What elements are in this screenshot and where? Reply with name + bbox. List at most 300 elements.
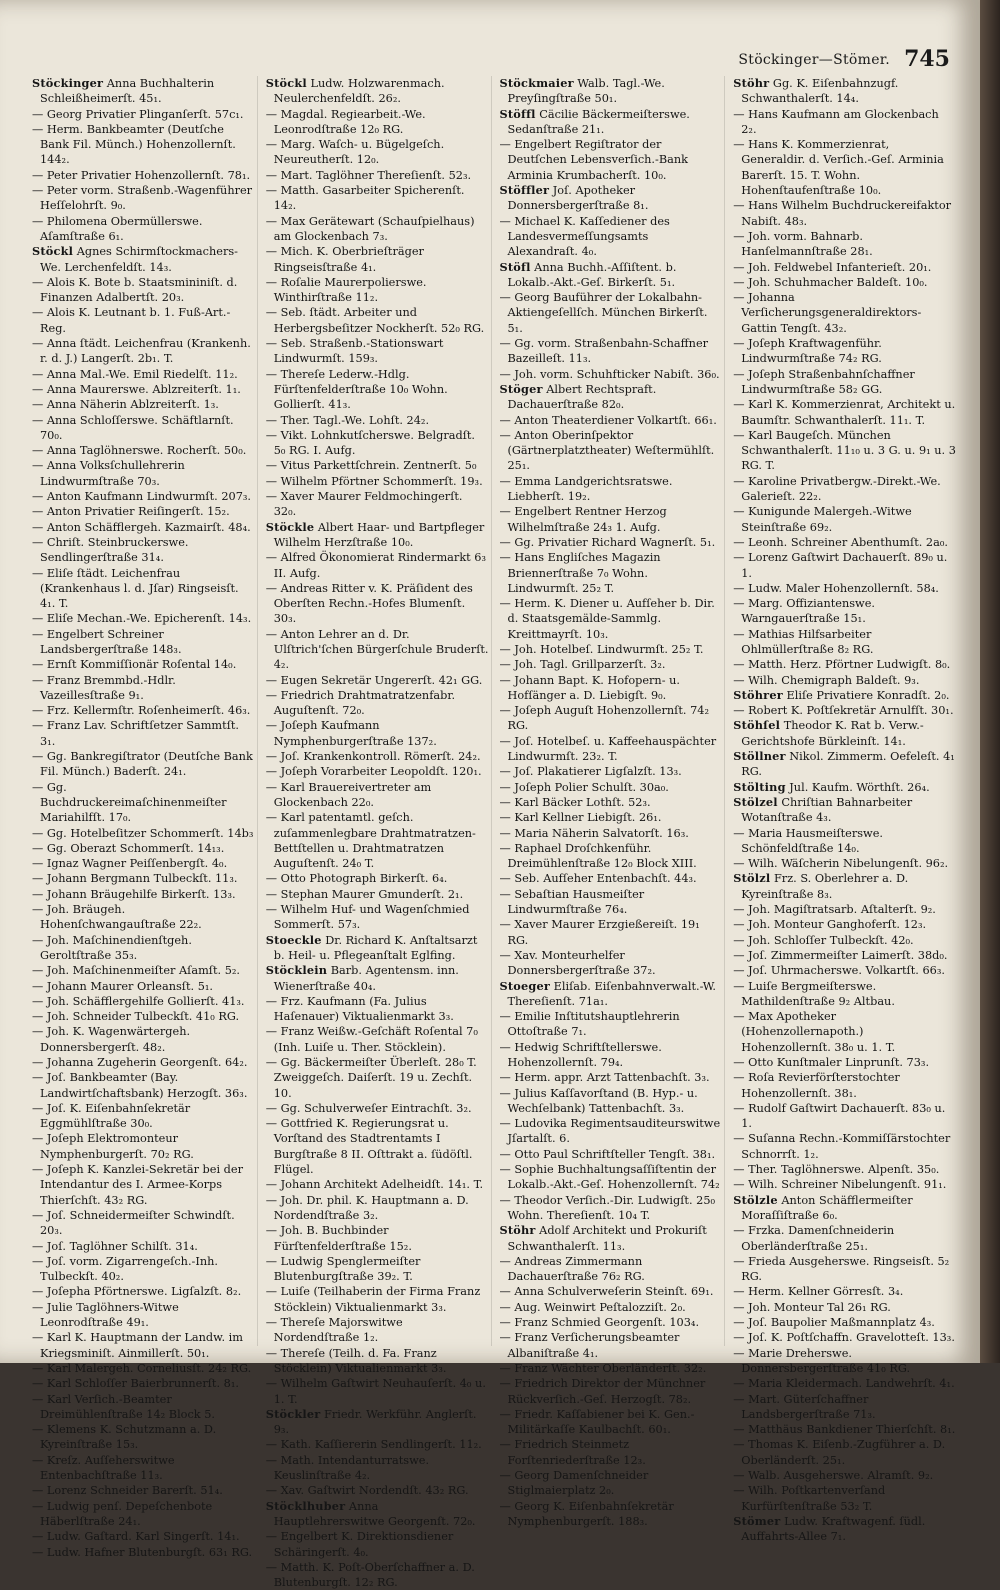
directory-entry (266, 428, 489, 459)
entry-text: — Wilhelm Gaſtwirt Neuhauſerſt. 4₀ u. 1. T. (265, 1377, 486, 1406)
directory-entry (266, 1407, 489, 1438)
directory-entry (266, 994, 489, 1025)
entry-text: Albert Rechtspraft. Dachauerſtraße 82₀. (507, 382, 657, 412)
entry-text: — Friedrich Steinmetz Forſtenriederſtraße 12₃. (499, 1438, 646, 1467)
entry-text: — Emma Landgerichtsratswe. Liebherſt. 19₂. (499, 474, 673, 504)
directory-entry (266, 1346, 489, 1377)
entry-text: — Walb. Ausgeherswe. Alramſt. 9₂. (733, 1469, 934, 1483)
directory-entry (500, 367, 723, 382)
entry-text: Jul. Kaufm. Wörthſt. 26₄. (789, 780, 930, 794)
directory-entry (500, 382, 723, 413)
directory-entry (733, 474, 956, 505)
directory-entry (500, 1223, 723, 1254)
entry-text: — Joh. Schäfflergehilfe Gollierſt. 41₃. (32, 994, 245, 1008)
directory-entry (733, 260, 956, 275)
directory-entry (266, 1055, 489, 1101)
directory-entry (266, 474, 489, 489)
directory-entry (32, 902, 255, 933)
directory-entry (500, 183, 723, 214)
entry-text: — Mich. K. Oberbrieſträger Ringseisſtraße 4₁. (265, 245, 424, 274)
entry-text: — Ther. Taglöhnerswe. Alpenſt. 35₀. (733, 1163, 940, 1177)
directory-entry (500, 703, 723, 734)
directory-entry (733, 979, 956, 1010)
entry-surname: Stoeckle (265, 932, 322, 947)
entry-text: — Kath. Kaſſiererin Sendlingerſt. 11₂. (265, 1438, 482, 1452)
directory-entry (733, 107, 956, 138)
directory-entry (32, 887, 255, 902)
directory-entry (500, 1162, 723, 1193)
entry-text: Anna Hauptlehrerswitwe Georgenſt. 72₀. (273, 1499, 476, 1528)
entry-surname: Stölzl (733, 871, 771, 886)
entry-surname: Stöhſel (733, 718, 781, 733)
directory-entry (266, 1529, 489, 1560)
entry-text: — Georg K. Eiſenbahnſekretär Nymphenburgerſt. 188₃. (499, 1499, 674, 1528)
entry-text: — Magdal. Regiearbeit.-We. Leonrodſtraße 12₀ RG. (265, 107, 426, 136)
directory-entry (266, 275, 489, 306)
entry-text: — Michael K. Kaſſediener des Landesvermeſſungsamts Alexandraſt. 4₀. (499, 214, 670, 259)
entry-text: — Joſeph Auguſt Hohenzollernſt. 74₂ RG. (499, 704, 709, 733)
directory-entry (500, 474, 723, 505)
directory-entry (733, 657, 956, 672)
entry-text: — Gg. Privatier Richard Wagnerſt. 5₁. (499, 535, 716, 549)
entry-surname: Stömer (733, 1513, 781, 1528)
directory-entry (32, 1162, 255, 1208)
directory-entry (266, 214, 489, 245)
directory-entry (266, 413, 489, 428)
directory-entry (266, 1254, 489, 1285)
entry-surname: Stöcklhuber (265, 1498, 346, 1513)
directory-entry (733, 933, 956, 948)
directory-entry (32, 871, 255, 886)
directory-entry (733, 76, 956, 107)
directory-entry (32, 382, 255, 397)
directory-entry (733, 581, 956, 596)
directory-entry (32, 1300, 255, 1331)
entry-text: — Vitus Parkettſchrein. Zentnerſt. 5₀ (265, 459, 477, 473)
directory-entry (500, 1040, 723, 1071)
entry-text: — Karl Kellner Liebigſt. 26₁. (499, 811, 662, 825)
directory-entry (733, 397, 956, 428)
entry-text: — Franz Verſicherungsbeamter Albaniſtraße 4₁. (499, 1331, 680, 1360)
entry-text: — Gottfried K. Regierungsrat u. Vorſtand des Stadtrentamts I Burgſtraße 8 II. Oſttrakt a. ſüdöſtl. Flügel. (265, 1117, 473, 1177)
entry-text: — Joſ. Schneidermeiſter Schwindſt. 20₃. (32, 1208, 235, 1238)
directory-entry (500, 810, 723, 825)
entry-text: — Raphael Droſchkenführ. Dreimühlenſtraße 12₀ Block XIII. (499, 841, 697, 871)
entry-text: — Johanna Verſicherungsgeneraldirektors-Gattin Tengſt. 43₂. (733, 291, 922, 335)
entry-text: — Wilh. Poſtkartenverſand Kurfürſtenſtraße 53₂ T. (733, 1484, 886, 1513)
directory-entry (733, 1392, 956, 1423)
directory-entry (266, 749, 489, 764)
entry-text: — Roſa Revierförſterstochter Hohenzollernſt. 38₁. (733, 1071, 900, 1100)
entry-text: — Lorenz Schneider Barerſt. 51₄. (32, 1484, 223, 1498)
entry-text: — Otto Paul Schriftſteller Tengſt. 38₁. (499, 1147, 716, 1161)
entry-text: — Joh. Hotelbeſ. Lindwurmſt. 25₂ T. (499, 642, 704, 656)
directory-entry (733, 718, 956, 749)
directory-entry (266, 871, 489, 886)
directory-entry (733, 1376, 956, 1391)
entry-text: — Maria Hausmeiſterswe. Schönfeldſtraße 14₀. (733, 826, 883, 855)
entry-text: — Max Gerätewart (Schauſpielhaus) am Glockenbach 7₃. (265, 214, 475, 243)
directory-entry (500, 137, 723, 183)
directory-entry (500, 290, 723, 336)
entry-text: Barb. Agentensm. inn. Wienerſtraße 40₄. (273, 964, 459, 993)
entry-text: — Eugen Sekretär Ungererſt. 42₁ GG. (265, 673, 483, 687)
entry-surname: Stölzle (733, 1192, 778, 1207)
entry-text: — Joh. Dr. phil. K. Hauptmann a. D. Nordendſtraße 3₂. (265, 1193, 469, 1222)
entry-text: — Joſeph K. Kanzlei-Sekretär bei der Intendantur des I. Armee-Korps Thierſchſt. 43₂ RG. (32, 1163, 243, 1207)
entry-text: — Ignaz Wagner Peiſſenbergſt. 4₀. (32, 857, 228, 871)
directory-entry (500, 948, 723, 979)
entry-text: — Karl Schloſſer Baierbrunnerſt. 8₁. (32, 1377, 239, 1391)
directory-entry (500, 1147, 723, 1162)
entry-text: — Franz Lav. Schriftſetzer Sammtſt. 3₁. (32, 719, 240, 748)
entry-text: — Joſ. Plakatierer Ligſalzſt. 13₃. (499, 765, 682, 779)
directory-entry (733, 1162, 956, 1177)
directory-entry (32, 1208, 255, 1239)
directory-entry (500, 1193, 723, 1224)
entry-text: — Franz Bremmbd.-Hdlr. Vazeillesſtraße 9₁. (32, 673, 176, 702)
directory-entry (266, 550, 489, 581)
directory-entry (733, 1437, 956, 1468)
directory-entry (733, 367, 956, 398)
book-spine-edge (980, 0, 1000, 1363)
directory-entry (733, 902, 956, 917)
entry-text: — Ludwig penſ. Depeſchenbote Häberlſtraße 24₁. (32, 1499, 213, 1528)
directory-entry (266, 627, 489, 673)
directory-entry (733, 1070, 956, 1101)
directory-entry (733, 336, 956, 367)
entry-surname: Stöffler (499, 183, 550, 198)
directory-entry (266, 1376, 489, 1407)
entry-text: — Herm. Bankbeamter (Deutſche Bank Fil. Münch.) Hohenzollernſt. 144₂. (32, 122, 236, 167)
entry-text: — Frz. Kellermſtr. Roſenheimerſt. 46₃. (32, 704, 251, 718)
entry-text: — Gg. Schulverweſer Eintrachſt. 3₂. (265, 1101, 472, 1115)
entry-text: — Joſeph Straßenbahnſchaffner Lindwurmſtraße 58₂ GG. (733, 367, 915, 396)
entry-text: Dr. Richard K. Anſtaltsarzt b. Heil- u. Pflegeanſtalt Eglfing. (273, 933, 478, 962)
directory-entry (500, 826, 723, 841)
entry-text: — Matth. K. Poſt-Oberſchaffner a. D. Blutenburgſt. 12₂ RG. (265, 1560, 475, 1590)
directory-entry (32, 1024, 255, 1055)
directory-entry (500, 214, 723, 260)
entry-text: — Anton Theaterdiener Volkartſt. 66₁. (499, 413, 717, 427)
entry-text: — Johanna Zugeherin Georgenſt. 64₂. (32, 1056, 248, 1069)
entry-text: — Hans Kaufmann am Glockenbach 2₂. (733, 107, 939, 136)
directory-entry (266, 810, 489, 871)
directory-entry (266, 1315, 489, 1346)
entry-text: — Anna Volksſchullehrerin Lindwurmſtraße 70₃. (32, 459, 185, 488)
entry-text: — Eliſe Mechan.-We. Epicherenſt. 14₃. (32, 612, 252, 626)
entry-surname: Stöllner (733, 749, 786, 764)
entry-text: — Karl K. Hauptmann der Landw. im Kriegsminiſt. Ainmillerſt. 50₁. (32, 1331, 243, 1360)
entry-text: — Karl Bäcker Lothſt. 52₃. (499, 795, 651, 809)
entry-surname: Stöhr (733, 76, 770, 90)
entry-text: Anna Buchhalterin Schleißheimerſt. 45₁. (40, 77, 215, 106)
directory-entry (500, 1315, 723, 1330)
directory-entry (266, 963, 489, 994)
directory-entry (266, 1177, 489, 1192)
entry-text: — Chriſt. Steinbruckerswe. Sendlingerſtraße 31₄. (32, 535, 189, 565)
directory-entry (500, 504, 723, 535)
entry-text: Cäcilie Bäckermeiſterswe. Sedanſtraße 21₁. (507, 107, 690, 136)
entry-text: — Gg. Buchdruckereimaſchinenmeiſter Mariahilfſt. 17₀. (32, 780, 227, 825)
directory-entry (733, 1284, 956, 1299)
entry-text: — Anton Lehrer an d. Dr. Ulſtrich'ſchen Bürgerſchule Bruderſt. 4₂. (265, 627, 489, 672)
entry-surname: Stöhrer (733, 687, 783, 702)
entry-text: — Andreas Ritter v. K. Präſident des Oberſten Rechn.-Hofes Blumenſt. 30₃. (265, 581, 473, 626)
directory-entry (32, 826, 255, 841)
entry-text: — Lorenz Gaſtwirt Dachauerſt. 89₀ u. 1. (733, 551, 948, 580)
directory-entry (32, 1453, 255, 1484)
entry-text: — Friedrich Drahtmatratzenfabr. Auguſtenſt. 72₀. (265, 688, 456, 718)
entry-text: — Joſ. Baupolier Maßmannplatz 4₃. (733, 1316, 935, 1330)
entry-surname: Stöckle (265, 519, 315, 534)
directory-entry (733, 290, 956, 336)
entry-text: — Otto Photograph Birkerſt. 6₄. (265, 872, 448, 886)
directory-entry (733, 137, 956, 198)
column-2 (265, 76, 492, 1590)
entry-text: — Wilh. Wäſcherin Nibelungenſt. 96₂. (733, 857, 949, 871)
entry-text: — Marie Dreherswe. Donnersbergerſtraße 41₀ RG. (733, 1346, 911, 1375)
directory-entry (32, 107, 255, 122)
entry-text: — Klemens K. Schutzmann a. D. Kyreinſtraße 15₃. (32, 1423, 217, 1452)
entry-text: — Joh. Magiſtratsarb. Aſtalterſt. 9₂. (733, 903, 936, 917)
directory-entry (733, 1193, 956, 1224)
directory-entry (733, 826, 956, 857)
directory-entry (32, 1254, 255, 1285)
directory-entry (500, 780, 723, 795)
directory-entry (32, 168, 255, 183)
directory-entry (266, 520, 489, 551)
entry-text: — Maria Näherin Salvatorſt. 16₃. (499, 826, 689, 840)
entry-text: — Joh. Feldwebel Infanterieſt. 20₁. (733, 260, 932, 274)
directory-entry (32, 1070, 255, 1101)
directory-entry (32, 1055, 255, 1070)
entry-text: — Georg Damenſchneider Stiglmaierplatz 2₀. (499, 1469, 649, 1498)
directory-entry (32, 1330, 255, 1361)
directory-entry (32, 1545, 255, 1560)
entry-surname: Stöger (499, 381, 543, 396)
directory-entry (32, 1499, 255, 1530)
directory-entry (500, 1116, 723, 1147)
directory-entry (500, 1499, 723, 1530)
entry-text: — Julius Kaſſavorſtand (B. Hyp.- u. Wechſelbank) Tattenbachſt. 3₃. (499, 1086, 698, 1115)
directory-entry (266, 764, 489, 779)
entry-text: Theodor K. Rat b. Verw.-Gerichtshofe Bürkleinſt. 14₁. (741, 719, 924, 748)
entry-text: — Marg. Waſch- u. Bügelgeſch. Neureutherſt. 12₀. (265, 138, 445, 167)
directory-entry (32, 841, 255, 856)
entry-text: — Joſeph Vorarbeiter Leopoldſt. 120₁. (265, 765, 482, 779)
directory-entry (733, 795, 956, 826)
directory-entry (266, 1560, 489, 1590)
directory-entry (32, 1376, 255, 1391)
entry-surname: Stöffl (499, 106, 536, 121)
entry-text: — Ludwig Spenglermeiſter Blutenburgſtraße 39₂. T. (265, 1254, 421, 1284)
directory-entry (733, 1009, 956, 1055)
directory-entry (32, 489, 255, 504)
directory-entry (266, 1024, 489, 1055)
entry-text: — Eliſe ſtädt. Leichenfrau (Krankenhaus l. d. Jſar) Ringseisſt. 4₁. T. (32, 566, 239, 611)
entry-text: — Robert K. Poſtſekretär Arnulfſt. 30₁. (733, 704, 954, 718)
entry-text: — Thereſe Majorswitwe Nordendſtraße 1₂. (265, 1316, 403, 1345)
entry-text: — Joſ. Taglöhner Schilſt. 31₄. (32, 1239, 198, 1253)
directory-entry (266, 718, 489, 749)
directory-entry (32, 963, 255, 978)
directory-entry (32, 933, 255, 964)
entry-text: — Georg Privatier Plinganſerſt. 57c₁. (32, 107, 244, 121)
entry-text: — Karl Verſich.-Beamter Dreimühlenſtraße 14₂ Block 5. (32, 1392, 216, 1421)
entry-text: Chriſtian Bahnarbeiter Wotanſtraße 4₃. (741, 795, 913, 825)
entry-text: — Kunigunde Malergeh.-Witwe Steinſtraße 69₂. (733, 505, 912, 534)
directory-entry (32, 1131, 255, 1162)
directory-entry (500, 764, 723, 779)
directory-entry (266, 244, 489, 275)
directory-entry (733, 1101, 956, 1132)
entry-text: Eliſe Privatiere Konradſt. 2₀. (786, 688, 950, 702)
directory-entry (266, 902, 489, 933)
entry-text: — Karl patentamtl. geſch. zuſammenlegbare Drahtmatratzen-Bettſtellen u. Drahtmatratzen Auguſtenſt. 24₀ T. (265, 811, 476, 871)
entry-surname: Stölzel (733, 794, 778, 809)
entry-text: — Joh. Monteur Tal 26₁ RG. (733, 1300, 891, 1314)
directory-entry (500, 657, 723, 672)
directory-entry (32, 657, 255, 672)
entry-text: — Theodor Verſich.-Dir. Ludwigſt. 25₀ Wohn. Thereſienſt. 10₄ T. (499, 1193, 716, 1222)
directory-entry (733, 1468, 956, 1483)
entry-text: — Andreas Zimmermann Dachauerſtraße 76₂ RG. (499, 1254, 645, 1284)
directory-entry (32, 611, 255, 626)
entry-text: — Ludw. Maler Hohenzollernſt. 58₄. (733, 581, 939, 595)
entry-text: — Sophie Buchhaltungsaſſiſtentin der Lokalb.-Akt.-Geſ. Hohenzollernſt. 74₂ (499, 1163, 720, 1192)
directory-entry (32, 413, 255, 444)
entry-text: — Rudolf Gaſtwirt Dachauerſt. 83₀ u. 1. (733, 1101, 946, 1131)
directory-entry (500, 734, 723, 765)
directory-entry (733, 948, 956, 963)
entry-text: — Kreſz. Auſſeherswitwe Entenbachſtraße 11₃. (32, 1453, 175, 1483)
directory-entry (500, 1376, 723, 1407)
entry-text: — Joh. Schneider Tulbeckſt. 41₀ RG. (32, 1010, 240, 1024)
directory-entry (500, 1361, 723, 1376)
directory-entry (266, 1483, 489, 1498)
entry-text: — Seb. ſtädt. Arbeiter und Herbergsbeſitzer Nockherſt. 52₀ RG. (265, 306, 485, 335)
directory-entry (266, 1193, 489, 1224)
entry-text: — Anton Schäfflergeh. Kazmairſt. 48₄. (32, 520, 251, 534)
directory-entry (500, 887, 723, 918)
entry-text: — Wilh. Schreiner Nibelungenſt. 91₁. (733, 1178, 947, 1192)
directory-entry (32, 1009, 255, 1024)
directory-entry (266, 489, 489, 520)
entry-text: — Hedwig Schriftſtellerswe. Hohenzollernſt. 79₄. (499, 1040, 662, 1069)
entry-surname: Stöckinger (32, 76, 104, 90)
directory-entry (266, 1453, 489, 1484)
directory-entry (32, 1392, 255, 1423)
directory-entry (500, 871, 723, 886)
entry-text: — Ernſt Kommiſſionär Roſental 14₀. (32, 658, 237, 672)
directory-entry (500, 795, 723, 810)
directory-entry (266, 458, 489, 473)
entry-text: — Aug. Weinwirt Peſtalozziſt. 2₀. (499, 1300, 686, 1314)
directory-entry (733, 780, 956, 795)
directory-entry (500, 535, 723, 550)
directory-entry (500, 642, 723, 657)
entry-text: Gg. K. Eiſenbahnzugf. Schwanthalerſt. 14₄. (741, 77, 899, 106)
directory-entry (733, 198, 956, 229)
directory-entry (32, 183, 255, 214)
directory-entry (32, 1239, 255, 1254)
directory-entry (266, 1284, 489, 1315)
directory-entry (266, 168, 489, 183)
entry-text: — Marg. Offiziantenswe. Warngauerſtraße 15₁. (733, 597, 875, 626)
directory-entry (32, 367, 255, 382)
directory-entry (500, 673, 723, 704)
directory-entry (32, 122, 255, 168)
entry-text: — Johann Architekt Adelheidſt. 14₁. T. (265, 1178, 484, 1192)
entry-text: — Joh. Maſchinendienſtgeh. Geroltſtraße 35₃. (32, 933, 192, 962)
directory-entry (32, 1529, 255, 1544)
entry-surname: Stoeger (499, 978, 551, 993)
entry-text: — Alois K. Bote b. Staatsmininiſt. d. Finanzen Adalbertſt. 20₃. (32, 275, 238, 305)
entry-text: — Joſeph Kaufmann Nymphenburgerſtraße 137₂. (265, 719, 437, 748)
entry-text: — Thereſe (Teilh. d. Fa. Franz Stöcklein) Viktualienmarkt 3₃. (265, 1346, 447, 1375)
directory-entry (32, 275, 255, 306)
directory-entry (733, 1315, 956, 1330)
directory-entry (733, 1483, 956, 1514)
directory-entry (733, 673, 956, 688)
entry-text: — Karl Brauereivertreter am Glockenbach 22₀. (265, 780, 432, 809)
entry-text: — Joſ. K. Eiſenbahnſekretär Eggmühlſtraße 30₀. (32, 1101, 191, 1131)
directory-entry (500, 1407, 723, 1438)
entry-text: — Engelbert Rentner Herzog Wilhelmſtraße 24₃ 1. Aufg. (499, 505, 667, 534)
entry-text: — Georg Bauführer der Lokalbahn-Aktiengeſellſch. München Birkerſt. 5₁. (499, 291, 708, 335)
directory-entry (32, 994, 255, 1009)
directory-entry (266, 1499, 489, 1530)
entry-text: Joſ. Apotheker Donnersbergerſtraße 8₁. (507, 184, 649, 213)
entry-text: — Alfred Ökonomierat Rindermarkt 6₃ II. Aufg. (265, 551, 487, 580)
directory-entry (733, 963, 956, 978)
entry-text: — Joſ. K. Poſtſchaffn. Gravelotteſt. 13₃. (733, 1331, 955, 1345)
entry-text: — Joh. Tagl. Grillparzerſt. 3₂. (499, 658, 666, 672)
entry-text: — Otto Kunſtmaler Linprunſt. 73₃. (733, 1056, 930, 1069)
entry-text: — Joh. Schloſſer Tulbeckſt. 42₀. (733, 933, 914, 947)
entry-text: — Anna Taglöhnerswe. Rocherſt. 50₀. (32, 444, 247, 458)
entry-text: — Luiſe Bergmeiſterswe. Mathildenſtraße 9₂ Altbau. (733, 979, 895, 1008)
directory-entry (266, 1101, 489, 1116)
entry-text: — Frieda Ausgeherswe. Ringseisſt. 5₂ RG. (733, 1254, 950, 1284)
entry-text: — Gg. Bäckermeiſter Überleſt. 28₀ T. Zweiggeſch. Daiſerſt. 19 u. Zechſt. 10. (265, 1056, 477, 1100)
directory-entry (266, 887, 489, 902)
entry-text: — Engelbert Schreiner Landsbergerſtraße 148₃. (32, 627, 182, 656)
entry-text: — Joh. Schuhmacher Baldeſt. 10₀. (733, 275, 928, 289)
directory-entry (733, 917, 956, 932)
entry-surname: Stölting (733, 779, 786, 794)
directory-entry (500, 1009, 723, 1040)
entry-text: — Anna Mal.-We. Emil Riedelſt. 11₂. (32, 367, 238, 381)
directory-entry (500, 1437, 723, 1468)
directory-entry (32, 703, 255, 718)
entry-text: Ludw. Kraftwagenf. ſüdl. Auffahrts-Allee 7₁. (741, 1514, 926, 1544)
directory-entry (733, 428, 956, 474)
entry-text: — Friedrich Direktor der Münchner Rückverſich.-Geſ. Herzogſt. 78₂. (499, 1377, 706, 1406)
directory-entry (32, 1101, 255, 1132)
directory-entry (32, 1422, 255, 1453)
directory-entry (32, 1284, 255, 1299)
entry-text: — Wilh. Chemigraph Baldeſt. 9₃. (733, 673, 920, 687)
entry-text: Frz. S. Oberlehrer a. D. Kyreinſtraße 8₃. (741, 872, 909, 901)
directory-entry (500, 1070, 723, 1085)
entry-text: — Ludw. Hafner Blutenburgſt. 63₁ RG. (32, 1545, 253, 1559)
entry-text: — Engelbert K. Direktionsdiener Schäringerſt. 4₀. (265, 1530, 454, 1559)
entry-text: — Anna Schulverweſerin Steinſt. 69₁. (499, 1285, 714, 1299)
entry-text: — Friedr. Kaſſabiener bei K. Gen.-Militärkaſſe Kaulbachſt. 60₁. (499, 1407, 695, 1437)
entry-text: — Franz Wächter Oberländerſt. 32₂. (499, 1361, 707, 1375)
